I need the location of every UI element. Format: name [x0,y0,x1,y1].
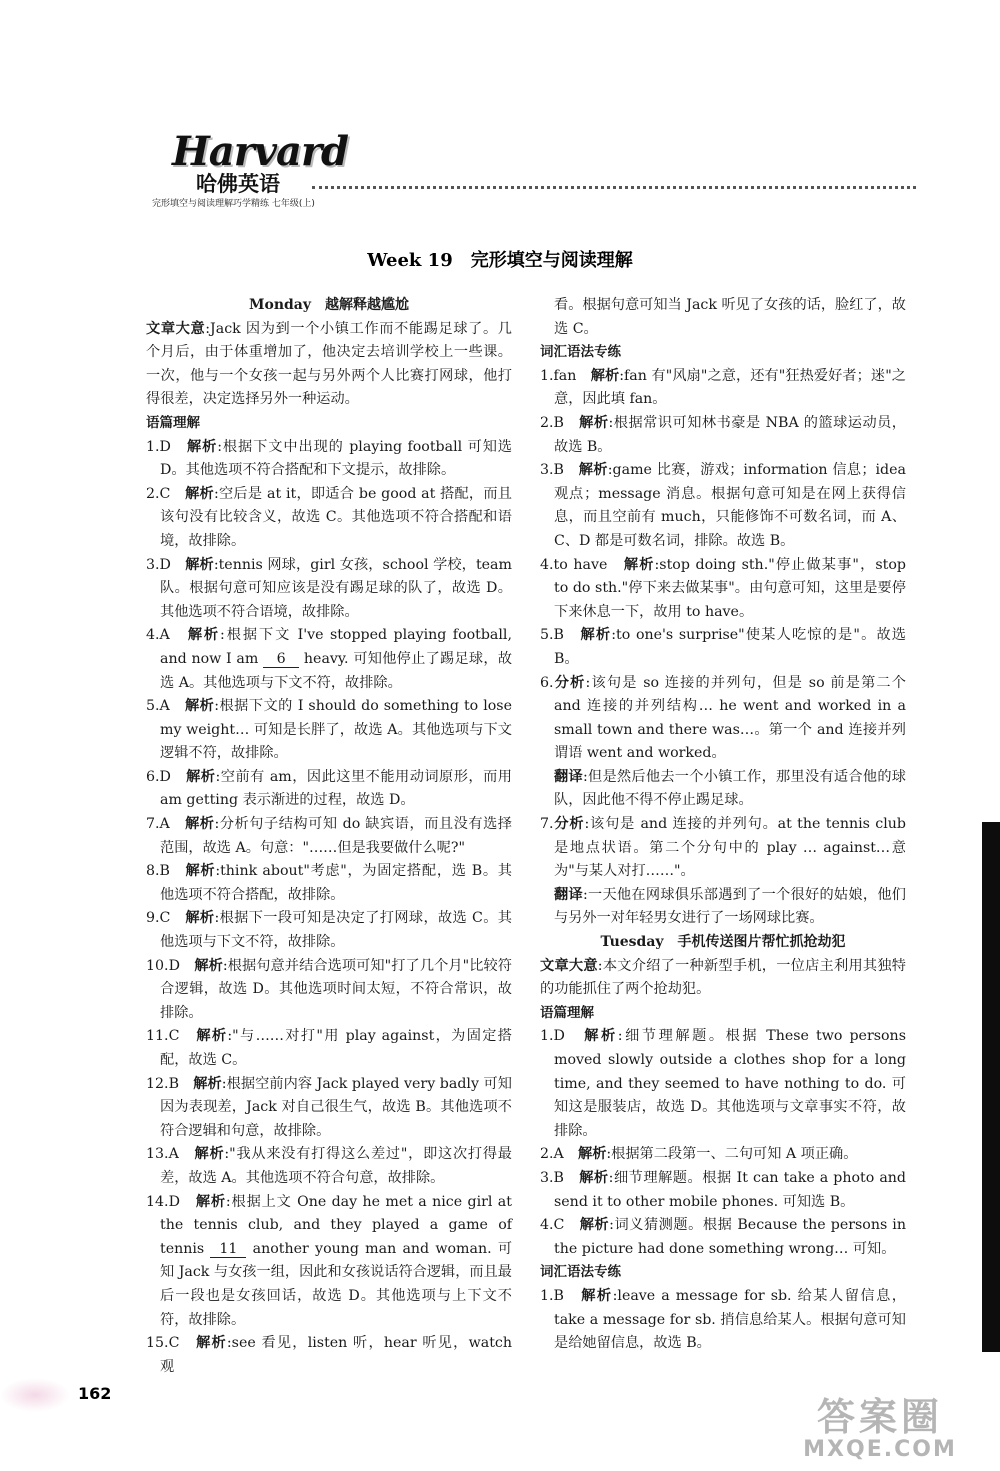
vocab-item-7-translation [540,884,906,931]
answer-label: 解析 [578,1146,607,1163]
answer-item-11 [146,1025,512,1072]
answer-text: :根据下文中出现的 playing football 可知选 D。其他选项不符合搭配和下文提示，故排除。 [160,438,512,479]
vocab-item-6-analysis [540,672,906,766]
answer-label: 解析 [185,485,214,502]
summary-label: 文章大意 [146,320,206,337]
vocab-item-1 [540,365,906,412]
page-smudge [0,1378,70,1412]
answer-item-3 [146,554,512,625]
answer-label: 解析 [584,1028,618,1045]
answer-num: 5.A [146,698,170,715]
answer-num: 1.D [146,438,171,455]
answer-num: 4.A [146,627,170,644]
answer-num: 8.B [146,863,170,880]
reading-item-1 [540,1025,906,1143]
vocab-heading: 词汇语法专练 [540,344,621,361]
answer-label: 解析 [196,1028,228,1045]
answer-item-2 [146,483,512,554]
answer-num: 12.B [146,1075,179,1092]
answer-text: :根据下文的 I should do something to lose my weight… 可知是长胖了，故选 A。其他选项与下文逻辑不符，故排除。 [160,698,512,762]
answer-item-10 [146,955,512,1026]
tuesday-summary [540,955,906,1002]
answer-label: 解析 [196,1335,227,1352]
summary-text: :本文介绍了一种新型手机，一位店主利用其独特的功能抓住了两个抢劫犯。 [540,957,906,998]
answer-label: 解析 [581,1287,613,1304]
right-column [540,294,906,1356]
answer-num: 14.D [146,1193,180,1210]
watermark-text: 答案圈 [816,1395,943,1439]
answer-item-5 [146,695,512,766]
answer-item-14 [146,1191,512,1333]
watermark-url: MXQE.COM [803,1437,957,1462]
analysis-text: :该句是 so 连接的并列句，但是 so 前是第二个 and 连接的并列结构… he went and worked in a small town and there was…。第一个 and 连接并列谓语 went and worked。 [554,674,906,762]
answer-label: 解析 [184,698,215,715]
answer-item-7 [146,813,512,860]
book-subtitle: 完形填空与阅读理解巧学精练 七年级(上) [152,199,315,209]
monday-summary [146,318,512,412]
answer-label: 解析 [579,1169,609,1186]
brand-chinese-name: 哈佛英语 [196,172,280,196]
answer-num: 4.to have [540,556,608,573]
vocab-item-2 [540,412,906,459]
answer-item-6 [146,766,512,813]
answer-text: :分析句子结构可知 do 缺宾语，而且没有选择范围，故选 A。句意："……但是我要做什么呢?" [160,816,512,856]
answer-num: 5.B [540,627,564,644]
monday-section-title: Monday 越解释越尴尬 [248,297,409,313]
tuesday-section-title: Tuesday 手机传送图片帮忙抓抢劫犯 [600,934,846,951]
answer-num: 2.C [146,485,171,502]
answer-text: :stop doing sth."停止做某事"，stop to do sth."停下来去做某事"。由句意可知，这里是要停下来休息一下，故用 to have。 [554,556,906,620]
answer-num: 1.D [540,1028,565,1045]
answer-num: 3.B [540,1169,564,1186]
answer-num: 1.B [540,1287,564,1304]
answer-item-13 [146,1143,512,1190]
answer-label: 解析 [186,768,216,785]
reading-heading-tuesday: 语篇理解 [540,1004,594,1021]
reading-item-3 [540,1167,906,1214]
vocab-heading-tuesday: 词汇语法专练 [540,1264,621,1281]
answer-num: 2.A [540,1146,564,1163]
answer-text: :根据空前内容 Jack played very badly 可知因为表现差，Jack 对自己很生气，故选 B。其他选项不符合逻辑和句意，故排除。 [160,1075,512,1139]
answer-label: 解析 [194,1146,225,1163]
page-title: Week 19 完形填空与阅读理解 [367,250,633,271]
answer-label: 解析 [185,863,216,880]
blank-number: 6 [263,651,299,668]
answer-label: 解析 [579,1217,610,1234]
reading-heading: 语篇理解 [146,414,200,431]
answer-15-continuation: 看。根据句意可知当 Jack 听见了女孩的话，脸红了，故选 C。 [554,297,906,337]
vocab-item-6-translation [540,766,906,813]
answer-label: 解析 [185,556,214,573]
answer-text: :空后是 at it，即适合 be good at 搭配，而且该句没有比较含义，故选 C。其他选项不符合搭配和语境，故排除。 [160,485,512,549]
answer-item-4 [146,624,512,695]
blank-number: 11 [210,1241,246,1258]
answer-label: 解析 [195,1193,226,1210]
answer-text: :根据句意并结合选项可知"打了几个月"比较符合逻辑，故选 D。其他选项时间太短，不符合常识，故排除。 [160,957,512,1021]
answer-text: :根据下一段可知是决定了打网球，故选 C。其他选项与下文不符，故排除。 [160,910,512,951]
answer-text: heavy. 可知他停止了踢足球，故选 A。其他选项与下文不符，故排除。 [160,650,513,691]
analysis-label: 分析 [553,816,585,833]
translation-label: 翻译 [554,768,583,785]
answer-text: :leave a message for sb. 给某人留信息，take a message for sb. 捎信息给某人。根据句意可知是给她留信息，故选 B。 [554,1287,906,1352]
answer-text: :to one's surprise"使某人吃惊的是"。故选 B。 [554,627,906,667]
answer-label: 解析 [193,1075,222,1092]
page-edge-tab [982,822,1000,1352]
answer-text: :fan 有"风扇"之意，还有"狂热爱好者；迷"之意，因此填 fan。 [554,367,906,408]
answer-text: :see 看见，listen 听，hear 听见，watch 观 [160,1335,512,1375]
answer-num: 2.B [540,414,564,431]
answer-text: :"与……对打"用 play against，为固定搭配，故选 C。 [160,1028,512,1068]
answer-num: 10.D [146,957,180,974]
answer-label: 解析 [186,438,218,455]
answer-label: 解析 [623,556,655,573]
summary-label: 文章大意 [540,957,598,974]
translation-label: 翻译 [554,886,583,903]
answer-text: another young man and woman. 可知 Jack 与女孩一组，因此和女孩说话符合逻辑，而且最后一段也是女孩回话，故选 D。其他选项与上下文不符，故排除。 [160,1240,513,1328]
answer-num: 13.A [146,1146,179,1163]
answer-item-1 [146,436,512,483]
reading-item-4 [540,1214,906,1261]
watermark [770,1396,990,1462]
brand-logo: Harvard [172,128,348,175]
answer-num: 11.C [146,1028,180,1045]
summary-text: :Jack 因为到一个小镇工作而不能踢足球了。几个月后，由于体重增加了，他决定去培训学校上一些课。一次，他与一个女孩一起与另外两个人比赛打网球，他打得很差，决定选择另外一种运动。 [146,320,512,408]
translation-text: :一天他在网球俱乐部遇到了一个很好的姑娘，他们与另外一对年轻男女进行了一场网球比赛。 [554,886,906,927]
answer-label: 解析 [187,627,221,644]
answer-text: :细节理解题。根据 It can take a photo and send it to other mobile phones. 可知选 B。 [554,1169,906,1210]
answer-item-9 [146,907,512,954]
answer-num: 6. [540,674,554,691]
analysis-text: :该句是 and 连接的并列句。at the tennis club 是地点状语。第二个分句中的 play … against…意为"与某人对打……"。 [554,816,906,880]
answer-text: :细节理解题。根据 These two persons moved slowly outside a clothes shop for a long time, and they seemed to have nothing to do. 可知这是服装店，故选 D。其他选项与文章事实不符，故排除。 [554,1028,906,1139]
analysis-label: 分析 [553,674,586,691]
answer-label: 解析 [590,367,620,384]
answer-item-15 [146,1332,512,1379]
answer-num: 7. [540,816,554,833]
answer-text: :根据上文 One day he met a nice girl at the tennis club, and they played a game of tennis [160,1193,512,1257]
answer-text: :空前有 am，因此这里不能用动词原形，而用 am getting 表示渐进的过程，故选 D。 [160,768,512,809]
header-dotted-divider [312,186,916,189]
answer-text: :根据下文 I've stopped playing football, and now I am [160,627,512,667]
answer-text: :根据常识可知林书豪是 NBA 的篮球运动员，故选 B。 [554,414,906,455]
answer-num: 1.fan [540,367,577,384]
answer-text: :tennis 网球，girl 女孩，school 学校，team 队。根据句意可知应该是没有踢足球的队了，故选 D。其他选项不符合语境，故排除。 [160,556,512,620]
answer-text: :词义猜测题。根据 Because the persons in the picture had done something wrong… 可知。 [554,1217,906,1257]
left-column [146,294,512,1379]
vocab-item-7-analysis [540,813,906,884]
vocab2-item-1 [540,1285,906,1356]
page-header [0,0,1000,230]
answer-label: 解析 [578,462,608,479]
answer-num: 4.C [540,1217,565,1234]
answer-item-12 [146,1073,512,1144]
answer-item-8 [146,860,512,907]
page-number: 162 [78,1384,112,1403]
vocab-item-3 [540,459,906,553]
answer-text: :think about"考虑"，为固定搭配，选 B。其他选项不符合搭配，故排除。 [160,863,512,903]
answer-label: 解析 [579,414,609,431]
answer-text: :根据第二段第一、二句可知 A 项正确。 [606,1146,858,1163]
reading-item-2 [540,1143,906,1167]
answer-num: 3.D [146,556,171,573]
answer-num: 6.D [146,768,171,785]
answer-num: 15.C [146,1335,180,1352]
answer-label: 解析 [194,957,223,974]
answer-num: 3.B [540,462,564,479]
translation-text: :但是然后他去一个小镇工作，那里没有适合他的球队，因此他不得不停止踢足球。 [554,768,906,809]
answer-num: 9.C [146,910,171,927]
answer-num: 7.A [146,816,170,833]
answer-text: :game 比赛，游戏；information 信息；idea 观点；message 消息。根据句意可知是在网上获得信息，而且空前有 much，只能修饰不可数名词，而 A、C、D 都是可数名词，排除。故选 B。 [554,462,906,549]
answer-label: 解析 [185,816,215,833]
answer-label: 解析 [185,910,215,927]
vocab-item-5 [540,624,906,671]
answer-text: :"我从来没有打得这么差过"，即这次打得最差，故选 A。其他选项不符合句意，故排除。 [160,1146,512,1186]
vocab-item-4 [540,554,906,625]
answer-label: 解析 [580,627,612,644]
